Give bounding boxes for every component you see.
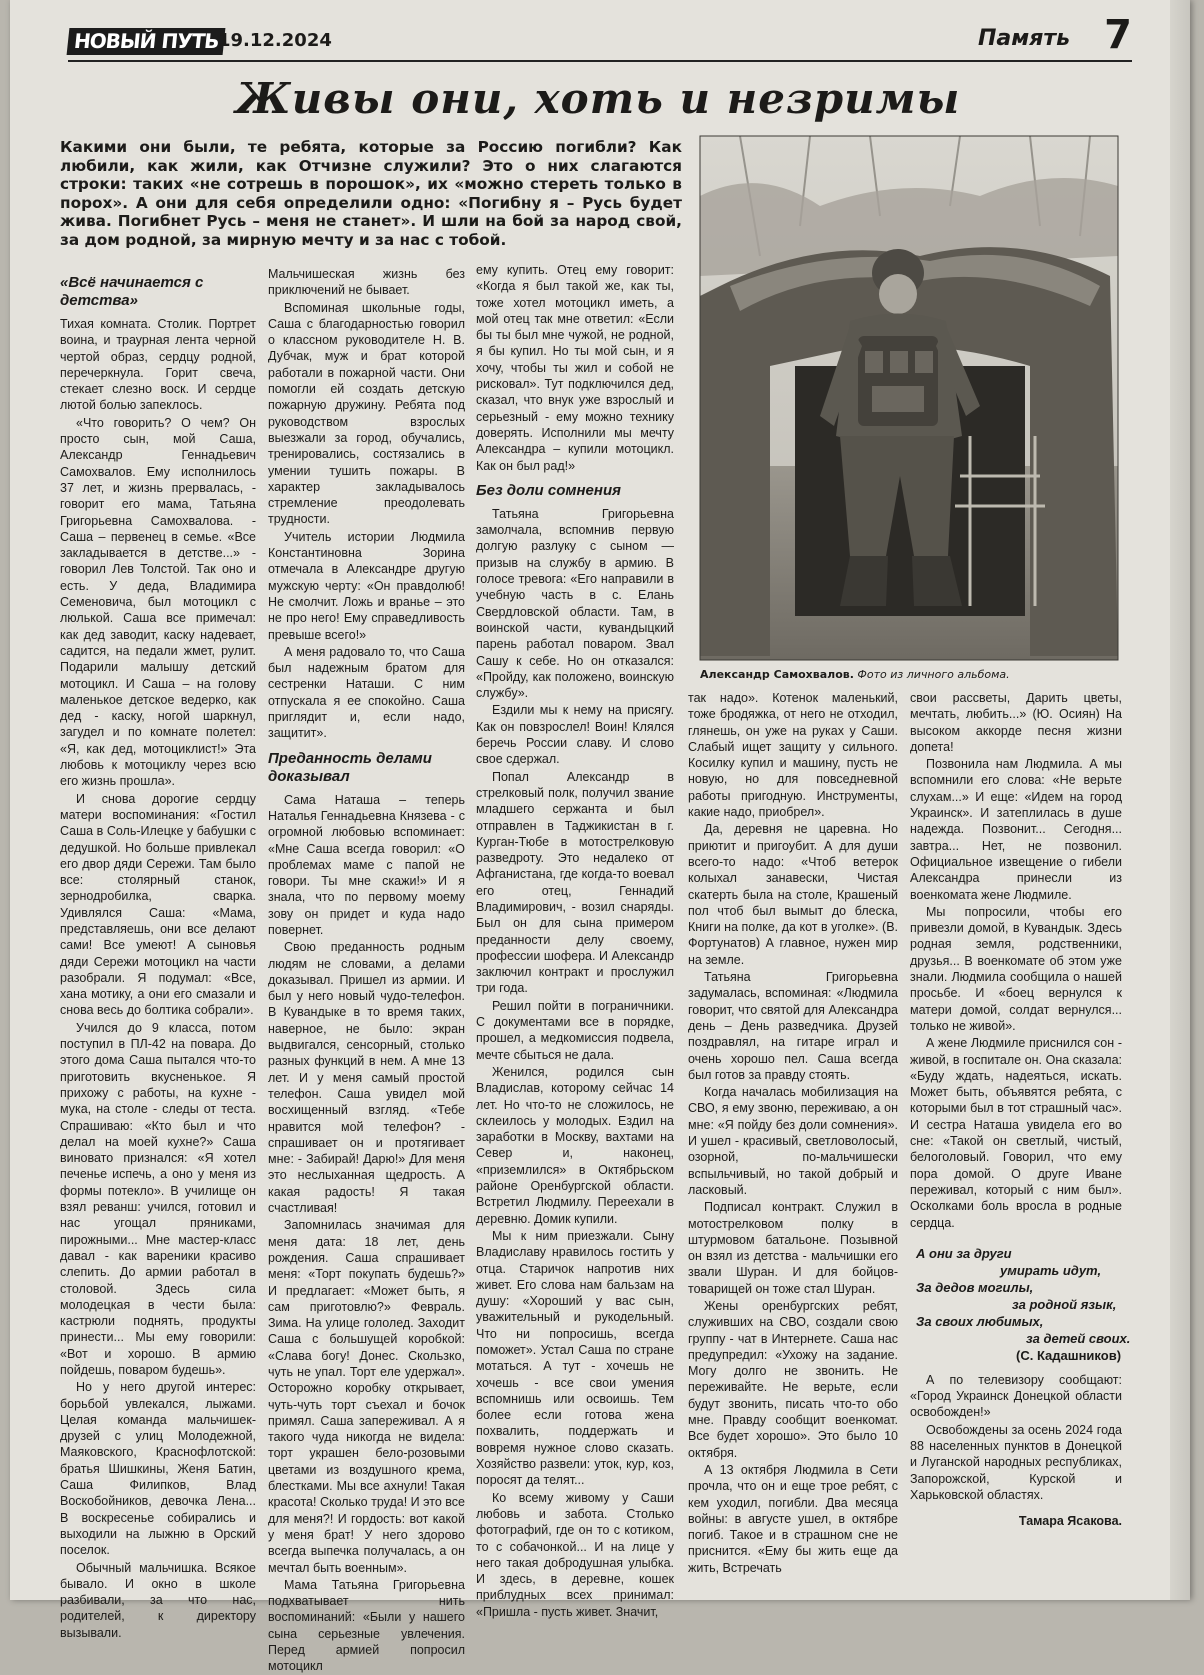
paragraph: А жене Людмиле приснился сон - живой, в госпитале он. Она сказала: «Буду ждать, надеяться, искать. Может быть, объявятся ребята, с которыми был в тот страшный час». И сестра Наташа увидела его во сне: «Такой он светлый, чистый, белоголовый. Говорил, что ему пора домой. О друге Иване переживал, который с ним был». Осколками боль вросла в родные сердца. (910, 1036, 1122, 1230)
paragraph: Мальчишеская жизнь без приключений не бывает. (268, 267, 465, 298)
paragraph: Татьяна Григорьевна задумалась, вспоминая: «Людмила говорит, что святой для Александра день – День разведчика. Друзей поздравлял, на гитаре играл и очень хорошо пел. Саша всегда был готов за правду стоять. (688, 970, 898, 1082)
paragraph: Да, деревня не царевна. Но приютит и пригоубит. А для души всего-то надо: «Чтоб ветерок колыхал занавески, Чистая скатерть была на столе, Крашеный пол чтоб был вымыт до блеска, Книги на полке, да кот в уголке». (В. Фортунатов) А главное, нужен мир на земле. (688, 822, 899, 967)
poem-quote (916, 1245, 1131, 1364)
paragraph: Свою преданность родным людям не словами, а делами доказывал. Пришел из армии. И был у него новый чудо-телефон. В Кувандыке в то время таких, наверное, не было: экран выдвигался, сенсорный, столько разных функций в нем. А мне 13 лет. И у меня самый простой телефон. Саша увидел мой восхищенный взгляд. «Тебе нравится мой телефон? - спрашивает он и протягивает мне: - Забирай! Дарю!» Для меня это неслыханная щедрость. А какая радость! Я такая счастливая! (268, 940, 465, 1216)
article-headline: Живы они, хоть и незримы (235, 74, 961, 123)
paragraph: Освобождены за осень 2024 года 88 населенных пунктов в Донецкой и Луганской народных республиках, Запорожской, Курской и Харьковской областях. (910, 1422, 1122, 1502)
poem-line: умирать идут, (1000, 1262, 1102, 1278)
poem-line: За дедов могилы, (916, 1279, 1034, 1295)
paragraph: свои рассветы, Дарить цветы, мечтать, любить...» (Ю. Осиян) На высоком аккорде песня жизни допета! (910, 691, 1122, 754)
article-lead: Какими они были, те ребята, которые за Россию погибли? Как любили, как жили, как Отчизне служили? Это о них слагаются строки: таких «не сотрешь в порошок», их «можно стереть только в порох». А они для себя определили одно: «Погибну я – Русь будет жива. Погибнет Русь – меня не станет». И шли на бой за народ свой, за дом родной, за мирную мечту и за нас с тобой. (60, 138, 682, 249)
soldier-photo (700, 136, 1118, 660)
page-number: 7 (1104, 12, 1132, 58)
poem-author: (С. Кадашников) (1016, 1347, 1122, 1363)
issue-date: 19.12.2024 (218, 30, 332, 51)
photo-image (700, 136, 1118, 660)
paragraph: Тихая комната. Столик. Портрет воина, и траурная лента черной чертой образ, сердцу родной, перечеркнула. Горит свеча, стекает слезно воск. И сердце лютой болью запеклось. (60, 317, 256, 413)
paragraph: Мы к ним приезжали. Сыну Владиславу нравилось гостить у отца. Старичок напротив них живет. Его слова нам бальзам на душу: «Хороший у вас сын, уважительный и рукодельный. Что ни попросишь, всегда поможет». Устал Саша по стране мотаться. А тут - хочешь не хочешь - все свои умения вспомнишь или освоишь. Тем более если готова жена похвалить, поддержать и вовремя нужное слово сказать. Хозяйство развели: уток, кур, коз, поросят да телят... (476, 1228, 674, 1488)
article-column-3 (476, 262, 674, 1619)
paragraph: Мама Татьяна Григорьевна подхватывает нить воспоминаний: «Были у нашего сына серьезные увлечения. Перед армией попросил мотоцикл (268, 1577, 465, 1674)
newspaper-page (10, 0, 1190, 1674)
poem-line: А они за други (916, 1245, 1012, 1261)
paragraph: А 13 октября Людмила в Сети прочла, что он и еще трое ребят, с кем уходил, погибли. Два месяца войны: в августе ушел, в октябре погиб. Такое и в страшном сне не приснится. «Ему бы жить еще да жить, Встречать (688, 1462, 898, 1575)
caption-credit: Фото из личного альбома. (857, 668, 1010, 681)
paragraph: Учился до 9 класса, потом поступил в ПЛ-42 на повара. До этого дома Саша пытался что-то приготовить вкусненькое. Я прихожу с работы, на кухне - мука, на столе - следы от теста. Спрашиваю: «Кто был и что делал на моей кухне?» Саша виновато признался: «Я хотел печенье испечь, а оно у меня из формы потекло». В училище он взял реванш: учился, готовил и нас угощал пряниками, пирожными... Мне мастер-класс давал - как вареники красиво слепить. До армии работал в столовой. Здесь сила молодецкая в чести была: кастрюли поднять, продукты принести... Мы ему говорили: «Вот и хорошо. В армию пойдешь, поваром будешь». (60, 1020, 256, 1377)
poem-line: за родной язык, (1012, 1296, 1117, 1312)
section-title: Память (977, 26, 1070, 51)
paragraph: Ко всему живому у Саши любовь и забота. Столько фотографий, где он то с котиком, то с собачонкой... И на лице у него такая добродушная улыбка. И здесь, в деревне, кошек приблудных всех принимал: «Пришла - пусть живет. Значит, (476, 1490, 674, 1619)
paragraph: ему купить. Отец ему говорит: «Когда я был такой же, как ты, тоже хотел мотоцикл иметь, а мой отец так мне ответил: «Если бы ты был мне чужой, не родной, я бы купил. Но ты мой сын, и я хочу, чтобы ты жил и собой не рисковал». Тут подключился дед, сказал, что внук уже взрослый и серьезный - ему можно технику доверять. Исполнили мы мечту Александра – купили мотоцикл. Как он был рад!» (476, 263, 674, 473)
newspaper-logo: НОВЫЙ ПУТЬ (67, 28, 226, 55)
article-column-5 (910, 690, 1131, 1600)
paragraph: Запомнилась значимая для меня дата: 18 лет, день рождения. Саша спрашивает меня: «Торт покупать будешь?» И предлагает: «Может быть, я сам приготовлю?» Февраль. Зима. На улице гололед. Заходит Саша с большущей коробкой: «Слава богу! Донес. Скользко, чуть не упал. Торт еле удержал». Осторожно коробку открывает, чуть-чуть торт съехал и бочок примял. Саша запереживал. А я такого чуда никогда не видела: торт украшен бело-розовыми цветами из воздушного крема, блестками. Мы все ахнули! Такая красота! Сколько труда! И это все для меня?! И гордость: вот какой у меня брат! У него здорово всегда выпечка получалась, а он мечтал быть военным». (268, 1218, 465, 1575)
paragraph: А меня радовало то, что Саша был надежным братом для сестренки Наташи. С ним отпускала я ее спокойно. Саша приглядит и, если надо, защитит». (268, 644, 465, 741)
subheading-devotion: Преданность делами доказывал (268, 749, 432, 785)
paragraph: Подписал контракт. Служил в мотострелковом полку в штурмовом батальоне. Позывной он взял из детства - мальчишки его звали Шуран. И для бойцов-товарищей он тоже стал Шуран. (688, 1200, 898, 1296)
subheading-no-doubt: Без доли сомнения (476, 481, 621, 499)
paragraph: Но у него другой интерес: борьбой увлекался, лыжами. Целая команда мальчишек-друзей с улиц Молодежной, Маяковского, Краснофлотской: братья Шишкины, Женя Батин, Саша Филипков, Влад Воскобойников, девочка Лена... В воскресенье собирались и выходили на лыжню в Орский поселок. (60, 1380, 256, 1558)
paragraph: Решил пойти в пограничники. С документами все в порядке, прошел, а медкомиссия подвела, мечте сбыться не дала. (476, 998, 674, 1062)
paragraph: Жены оренбургских ребят, служивших на СВО, создали свою группу - чат в Интернете. Саша нас предупредил: «Ухожу на задание. Могу долго не звонить. Не переживайте. Не верьте, если будут звонить, писать что-то обо мне. Правду сообщит военкомат. Все будет хорошо». Это было 10 октября. (688, 1298, 898, 1460)
paragraph: Ездили мы к нему на присягу. Как он повзрослел! Воин! Клялся беречь России славу. И слово свое сдержал. (476, 703, 674, 767)
paragraph: Мы попросили, чтобы его привезли домой, в Кувандык. Здесь родная земля, родственники, друзья... В военкомате об этом уже знали. Людмила сообщила о нашей просьбе. И «боец вернулся к матери домой, солдат вернулся... только не живой». (910, 904, 1122, 1033)
article-column-2 (268, 266, 465, 1674)
paragraph: Женился, родился сын Владислав, которому сейчас 14 лет. Но что-то не сложилось, не склеилось у молодых. Ездил на заработки в Москву, вахтами на Север и, наконец, «приземлился» в Октябрьском районе Оренбургской области. Встретил Людмилу. Переехали в деревню. Домик купили. (476, 1064, 674, 1226)
adjacent-page-edge (1170, 0, 1190, 1600)
photo-caption (700, 668, 1120, 681)
paragraph: И снова дорогие сердцу матери воспоминания: «Гостил Саша в Соль-Илецке у бабушки с дедушкой. Но больше привлекал его двор дяди Сережи. Там было все: столярный станок, зернодробилка, сварка. Удивлялся Саша: «Мама, представляешь, они все делают сами! Все умеют! А сыновья дяди Сережи мотоцикл на части разобрали. Я подумал: «Все, хана мотику, а они его смазали и снова весь до болтика собрали». (60, 791, 256, 1018)
paragraph: Попал Александр в стрелковый полк, получил звание младшего сержанта и был отправлен в Таджикистан в г. Курган-Тюбе в мотострелковую разведроту. Это недалеко от Афганистана, где когда-то воевал его отец, Геннадий Владимирович, - возил снаряды. Был он для сына примером преданности делу своему, профессии шофера. И Александр заключил контракт и прослужил три года. (476, 769, 674, 996)
paragraph: Когда началась мобилизация на СВО, я ему звоню, переживаю, а он мне: «Я пойду без доли сомнения». И ушел - красивый, светловолосый, озорной, по-мальчишески вспыльчивый, но такой добрый и ласковый. (688, 1085, 898, 1197)
paragraph: так надо». Котенок маленький, тоже бродяжка, от него не отходил, глянешь, он уже на руках у Саши. Слабый ищет защиту у сильного. Косилку купил и машину, пусть не новую, но для повседневной работы пригодную. Инструменты, какие надо, приобрел». (688, 691, 898, 820)
subheading-childhood: «Всё начинается с детства» (60, 274, 204, 309)
paragraph: Позвонила нам Людмила. А мы вспомнили его слова: «Не верьте слухам...» И еще: «Идем на город Украинск». И затеплилась в душе надежда. Позвонит... Сегодня... завтра... Нет, не позвонил. Официальное извещение о гибели Александра принесли из военкомата жене Людмиле. (910, 757, 1122, 902)
poem-line: За своих любимых, (916, 1313, 1044, 1329)
article-column-4 (688, 690, 898, 1600)
poem-line: за детей своих. (1026, 1330, 1131, 1346)
paragraph: А по телевизору сообщают: «Город Украинск Донецкой области освобожден!» (910, 1372, 1122, 1420)
paragraph: Сама Наташа – теперь Наталья Геннадьевна Князева - с огромной любовью вспоминает: «Мне Саша всегда говорил: «О проблемах маме с папой не говори. Ты мне скажи!» И я знала, что по первому моему зову он придет и куда надо повернет. (268, 792, 465, 937)
paragraph: Учитель истории Людмила Константиновна Зорина отмечала в Александре другую мужскую черту: «Он правдолюб! Не смолчит. Ложь и вранье – это не про него! Ему справедливость превыше всего!» (268, 529, 465, 642)
author-signature: Тамара Ясакова. (1018, 1514, 1122, 1529)
article-column-1 (60, 266, 256, 1640)
caption-name: Александр Самохвалов. (700, 668, 854, 681)
paragraph: Вспоминая школьные годы, Саша с благодарностью говорил о классном руководителе Н. В. Дубчак, муж и брат которой работали в пожарной части. Они помогли ей создать детскую пожарную дружину. Ребята под руководством взрослых выезжали за город, обучались, тренировались, состязались в умении тушить пожары. В характер закладывалось стремление преодолевать трудности. (268, 300, 465, 527)
paragraph: «Что говорить? О чем? Он просто сын, мой Саша, Александр Геннадьевич Самохвалов. Ему исполнилось 37 лет, и жизнь прервалась, - говорит его мама, Татьяна Григорьевна Самохвалова. - Саша – первенец в семье. «Все закладывается в детстве...» - говорил Лев Толстой. Так оно и есть. У деда, Владимира Семеновича, был мотоцикл с люлькой. Саша все примечал: как дед заводит, каску надевает, садится, на педали жмет, рулит. Подарили малышу детский мотоцикл. И Саша – на голову маленькое детское ведерко, как дед - каску, ногой шаркнул, загудел и по комнате полетел: «Я, как дед, мотоциклист!» Эта любовь к мотоциклу через всю его жизнь прошла». (60, 415, 256, 789)
paragraph: Обычный мальчишка. Всякое бывало. И окно в школе разбивали, за что нас, родителей, к директору вызывали. (60, 1560, 256, 1640)
masthead (68, 12, 1132, 62)
paragraph: Татьяна Григорьевна замолчала, вспомнив первую долгую разлуку с сыном — призыв на службу в армию. В голосе тревога: «Его направили в учебную часть в с. Елань Свердловской области. Там, в воинской части, кувандыцкий парень работал поваром. Звал Сашу к себе. Но он отказался: «Пройду, как положено, воинскую службу». (476, 506, 674, 701)
